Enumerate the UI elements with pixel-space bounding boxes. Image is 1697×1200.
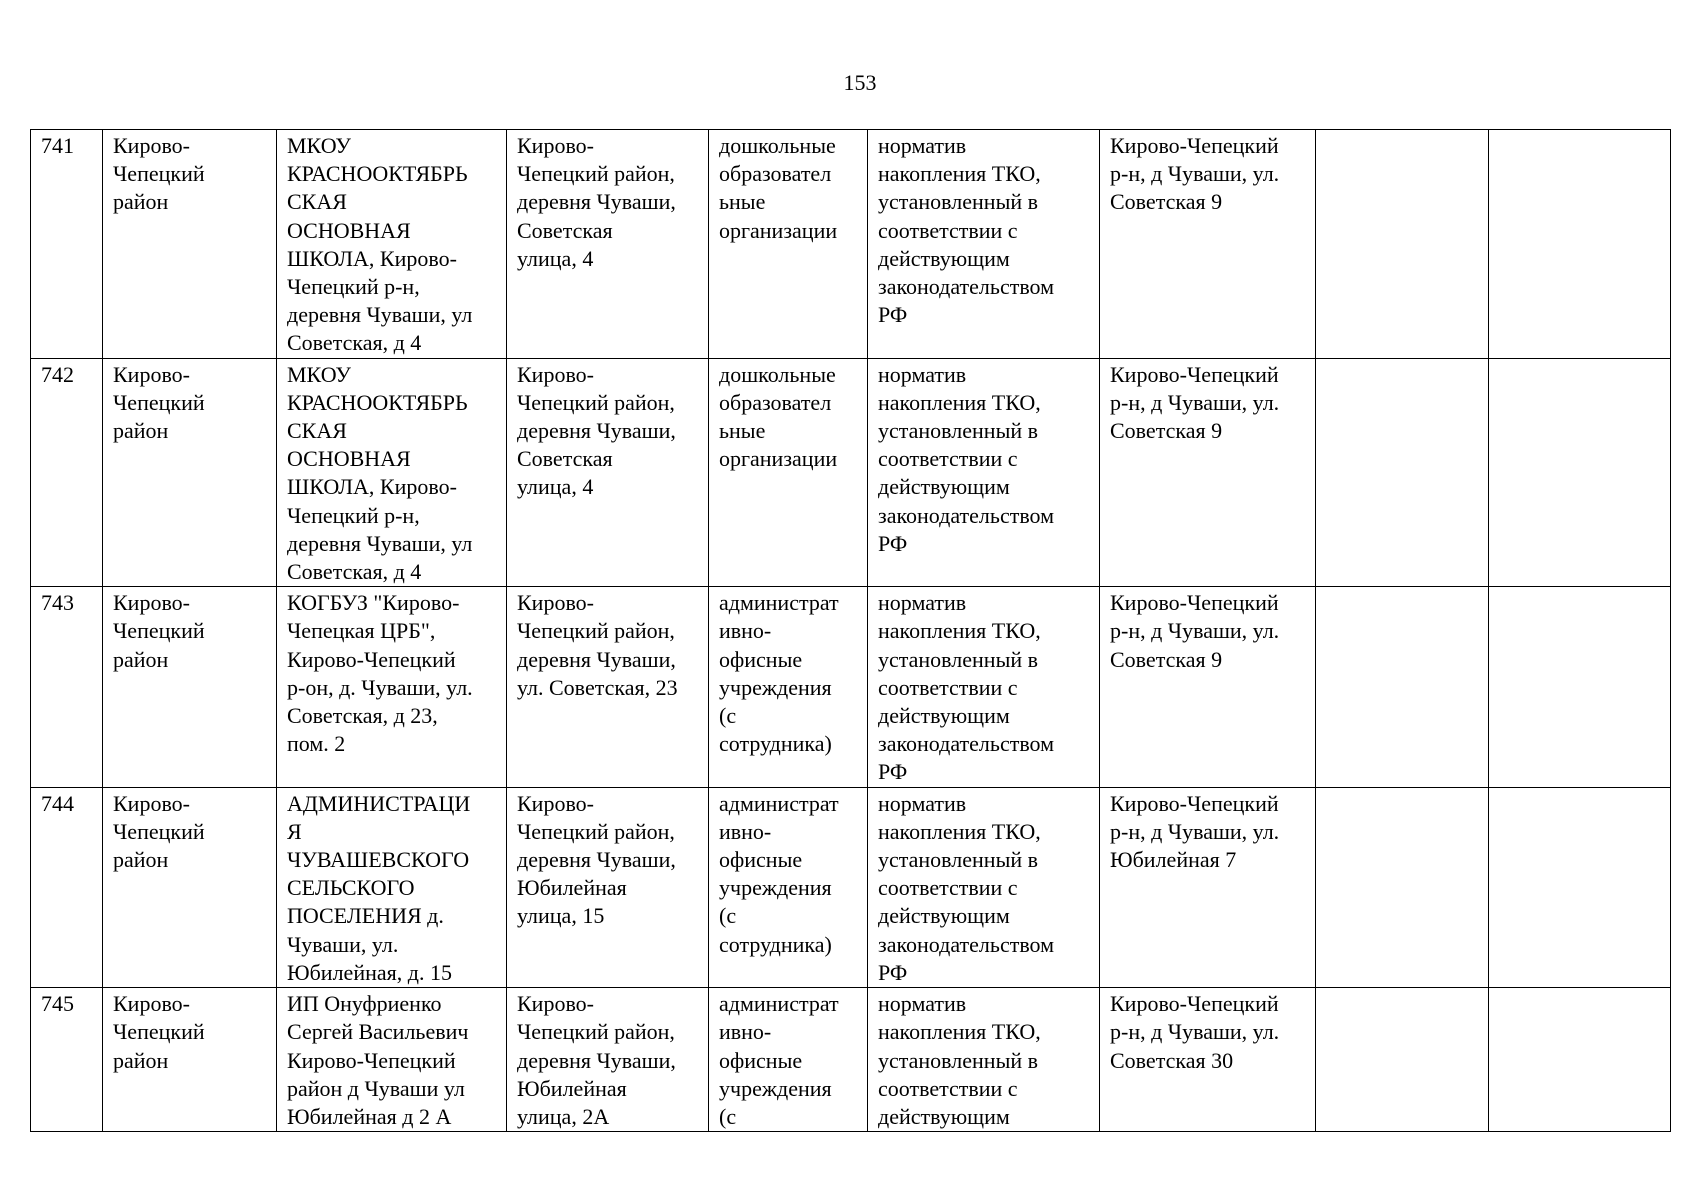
table-row	[31, 587, 1671, 787]
table-row	[31, 130, 1671, 359]
cell-number: 741	[31, 130, 103, 359]
page-number: 153	[843, 70, 877, 95]
table-row	[31, 787, 1671, 987]
cell-district: Кирово- Чепецкий район	[103, 787, 277, 987]
cell-empty	[1489, 988, 1671, 1132]
cell-organization: КОГБУЗ "Кирово- Чепецкая ЦРБ", Кирово-Чепецкий р-он, д. Чуваши, ул. Советская, д 23, пом. 2	[277, 587, 507, 787]
cell-norm: норматив накопления ТКО, установленный в соответствии с действующим законодательством РФ	[868, 587, 1100, 787]
registry-table	[30, 129, 1671, 1132]
cell-district: Кирово- Чепецкий район	[103, 358, 277, 587]
cell-site: Кирово-Чепецкий р-н, д Чуваши, ул. Советская 9	[1100, 587, 1316, 787]
cell-site: Кирово-Чепецкий р-н, д Чуваши, ул. Юбилейная 7	[1100, 787, 1316, 987]
cell-address: Кирово- Чепецкий район, деревня Чуваши, Юбилейная улица, 2А	[507, 988, 709, 1132]
cell-empty	[1316, 988, 1489, 1132]
cell-number: 744	[31, 787, 103, 987]
table-row	[31, 358, 1671, 587]
cell-organization: ИП Онуфриенко Сергей Васильевич Кирово-Чепецкий район д Чуваши ул Юбилейная д 2 А	[277, 988, 507, 1132]
cell-address: Кирово- Чепецкий район, деревня Чуваши, Юбилейная улица, 15	[507, 787, 709, 987]
cell-category: дошкольные образовател ьные организации	[709, 358, 868, 587]
table-row	[31, 988, 1671, 1132]
cell-site: Кирово-Чепецкий р-н, д Чуваши, ул. Советская 9	[1100, 130, 1316, 359]
cell-number: 742	[31, 358, 103, 587]
cell-site: Кирово-Чепецкий р-н, д Чуваши, ул. Советская 30	[1100, 988, 1316, 1132]
cell-norm: норматив накопления ТКО, установленный в соответствии с действующим	[868, 988, 1100, 1132]
cell-empty	[1489, 130, 1671, 359]
cell-address: Кирово- Чепецкий район, деревня Чуваши, ул. Советская, 23	[507, 587, 709, 787]
cell-empty	[1316, 130, 1489, 359]
cell-district: Кирово- Чепецкий район	[103, 988, 277, 1132]
cell-address: Кирово- Чепецкий район, деревня Чуваши, Советская улица, 4	[507, 358, 709, 587]
cell-category: администрат ивно- офисные учреждения (с	[709, 988, 868, 1132]
cell-number: 745	[31, 988, 103, 1132]
cell-empty	[1489, 787, 1671, 987]
cell-number: 743	[31, 587, 103, 787]
cell-empty	[1489, 358, 1671, 587]
cell-empty	[1316, 587, 1489, 787]
cell-norm: норматив накопления ТКО, установленный в соответствии с действующим законодательством РФ	[868, 358, 1100, 587]
cell-site: Кирово-Чепецкий р-н, д Чуваши, ул. Советская 9	[1100, 358, 1316, 587]
cell-category: дошкольные образовател ьные организации	[709, 130, 868, 359]
cell-empty	[1489, 587, 1671, 787]
cell-category: администрат ивно- офисные учреждения (с сотрудника)	[709, 787, 868, 987]
cell-district: Кирово- Чепецкий район	[103, 130, 277, 359]
cell-norm: норматив накопления ТКО, установленный в соответствии с действующим законодательством РФ	[868, 787, 1100, 987]
cell-address: Кирово- Чепецкий район, деревня Чуваши, Советская улица, 4	[507, 130, 709, 359]
cell-organization: МКОУ КРАСНООКТЯБРЬ СКАЯ ОСНОВНАЯ ШКОЛА, Кирово- Чепецкий р-н, деревня Чуваши, ул Советская, д 4	[277, 358, 507, 587]
cell-empty	[1316, 358, 1489, 587]
cell-empty	[1316, 787, 1489, 987]
cell-organization: АДМИНИСТРАЦИ Я ЧУВАШЕВСКОГО СЕЛЬСКОГО ПОСЕЛЕНИЯ д. Чуваши, ул. Юбилейная, д. 15	[277, 787, 507, 987]
cell-organization: МКОУ КРАСНООКТЯБРЬ СКАЯ ОСНОВНАЯ ШКОЛА, Кирово- Чепецкий р-н, деревня Чуваши, ул Советская, д 4	[277, 130, 507, 359]
cell-category: администрат ивно- офисные учреждения (с сотрудника)	[709, 587, 868, 787]
cell-norm: норматив накопления ТКО, установленный в соответствии с действующим законодательством РФ	[868, 130, 1100, 359]
cell-district: Кирово- Чепецкий район	[103, 587, 277, 787]
